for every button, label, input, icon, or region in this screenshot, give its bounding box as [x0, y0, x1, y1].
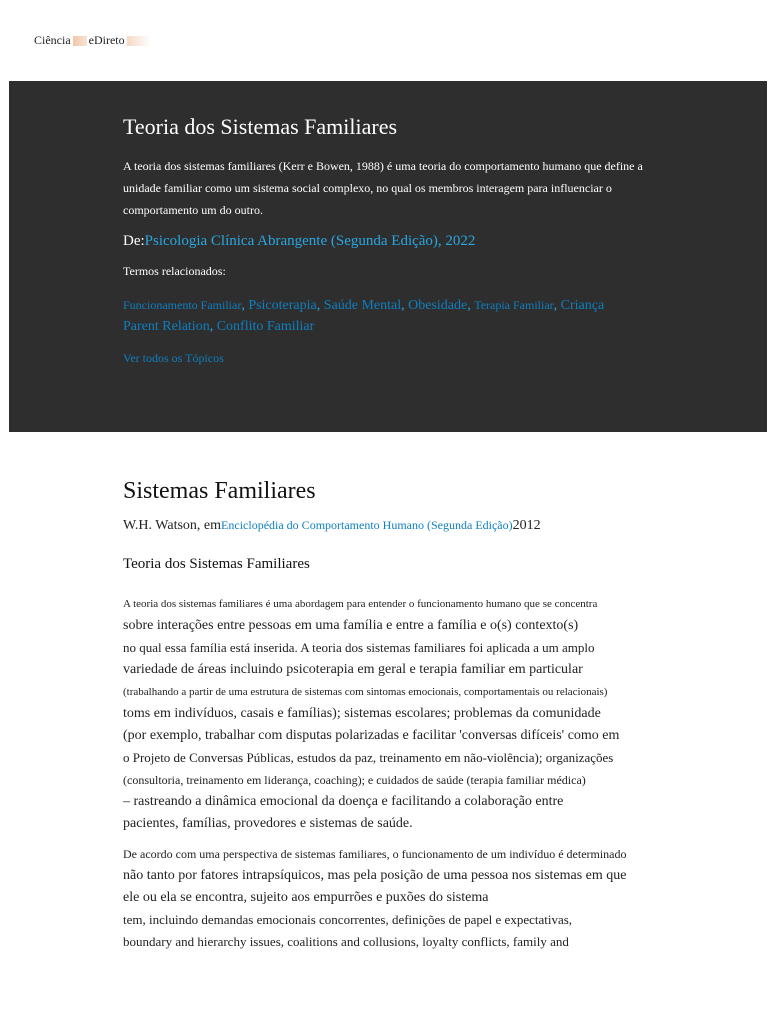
logo-text-part1: Ciência [34, 33, 71, 47]
term-link-psicoterapia[interactable]: Psicoterapia [248, 298, 317, 313]
section-heading: Teoria dos Sistemas Familiares [123, 556, 310, 572]
paragraph-line: ele ou ela se encontra, sujeito aos empurrões e puxões do sistema [123, 890, 489, 905]
paragraph-line: A teoria dos sistemas familiares é uma abordagem para entender o funcionamento humano que se concentra [123, 598, 598, 610]
topic-source [123, 233, 663, 250]
paragraph-line: sobre interações entre pessoas em uma família e entre a família e o(s) contexto(s) [123, 618, 579, 633]
topic-description: A teoria dos sistemas familiares (Kerr e Bowen, 1988) é uma teoria do comportamento humano que define a unidade familiar como um sistema social complexo, no qual os membros interagem para influenciar o comportamento um do outro. [123, 159, 643, 217]
logo-mark [73, 36, 87, 46]
publication-year: 2012 [512, 518, 541, 533]
paragraph-line: o Projeto de Conversas Públicas, estudos da paz, treinamento em não-violência); organizações [123, 750, 614, 765]
related-terms-label: Termos relacionados: [123, 264, 226, 278]
source-label: De: [123, 233, 145, 249]
term-link-parent-relation[interactable]: Parent Relation [123, 319, 210, 334]
paragraph-line: (por exemplo, trabalhar com disputas polarizadas e facilitar 'conversas difíceis' como em [123, 728, 620, 743]
paragraph-line: variedade de áreas incluindo psicoterapia em geral e terapia familiar em particular [123, 662, 583, 677]
paragraph-1 [123, 593, 683, 835]
related-terms-list: Funcionamento Familiar, Psicoterapia, Saúde Mental, Obesidade, Terapia Familiar, Criança Parent Relation, Conflito Familiar [123, 298, 605, 334]
paragraph-line: (consultoria, treinamento em liderança, coaching); e cuidados de saúde (terapia familiar médica) [123, 773, 586, 787]
paragraph-line: tem, incluindo demandas emocionais concorrentes, definições de papel e expectativas, [123, 912, 573, 927]
paragraph-line: pacientes, famílias, provedores e sistemas de saúde. [123, 816, 413, 831]
term-link-crianca[interactable]: Criança [560, 298, 605, 313]
term-link-obesidade[interactable]: Obesidade [408, 298, 468, 313]
logo-text-part2: eDireto [88, 33, 125, 47]
paragraph-line: não tanto por fatores intrapsíquicos, mas pela posição de uma pessoa nos sistemas em que [123, 868, 627, 883]
paragraph-line: no qual essa família está inserida. A teoria dos sistemas familiares foi aplicada a um amplo [123, 640, 595, 655]
site-logo[interactable] [34, 33, 151, 48]
term-link-saude-mental[interactable]: Saúde Mental [323, 298, 402, 313]
view-all-topics-link[interactable]: Ver todos os Tópicos [123, 351, 224, 365]
paragraph-line: boundary and hierarchy issues, coalitions and collusions, loyalty conflicts, family and [123, 934, 569, 949]
paragraph-line: (trabalhando a partir de uma estrutura de sistemas com sintomas emocionais, comportamentais ou relacionais) [123, 686, 608, 698]
author-name: W.H. Watson, em [123, 518, 222, 533]
paragraph-2 [123, 843, 683, 953]
logo-fade [127, 36, 151, 46]
term-link-terapia-familiar[interactable]: Terapia Familiar [474, 298, 554, 312]
source-book-link[interactable]: Enciclopédia do Comportamento Humano (Segunda Edição) [221, 518, 513, 532]
term-link-conflito-familiar[interactable]: Conflito Familiar [216, 319, 315, 334]
paragraph-line: De acordo com uma perspectiva de sistemas familiares, o funcionamento de um indivíduo é determinado [123, 847, 627, 861]
article-title: Sistemas Familiares [123, 478, 316, 504]
term-link-funcionamento-familiar[interactable]: Funcionamento Familiar [123, 298, 242, 312]
source-link[interactable]: Psicologia Clínica Abrangente (Segunda Edição), 2022 [144, 233, 476, 249]
paragraph-line: toms em indivíduos, casais e famílias); sistemas escolares; problemas da comunidade [123, 706, 601, 721]
article-byline [123, 518, 683, 534]
paragraph-line: – rastreando a dinâmica emocional da doença e facilitando a colaboração entre [123, 794, 564, 809]
topic-summary-panel [9, 81, 767, 432]
article-section [123, 476, 683, 961]
topic-title: Teoria dos Sistemas Familiares [123, 114, 398, 139]
